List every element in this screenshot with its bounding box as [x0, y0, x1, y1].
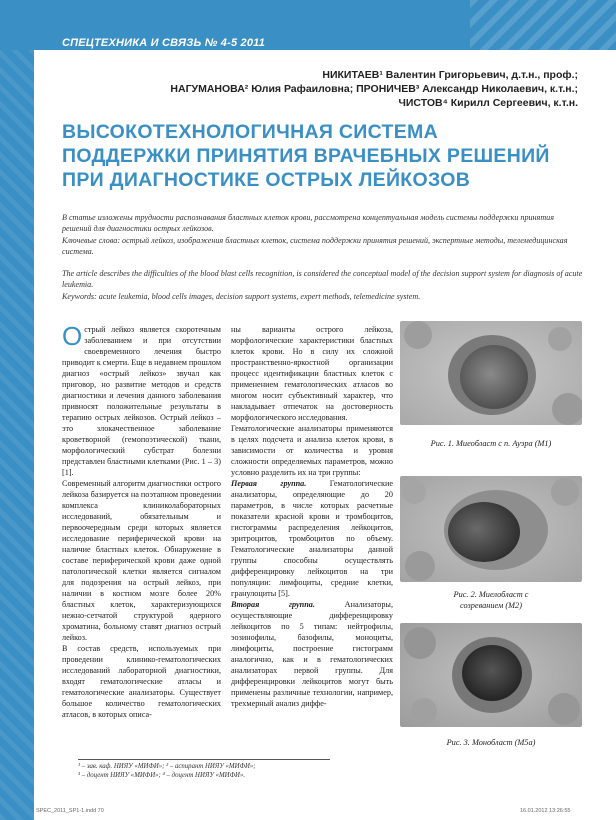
- header-bar: [0, 0, 616, 50]
- article-title: [62, 120, 582, 192]
- paragraph: Гематологические анализаторы применяются в целях подсчета и анализа клеток крови, в зависимости от количества и уровня сложности определяемых параметров, можно условно разделить их на три группы:: [231, 424, 393, 477]
- footnote-rule: [78, 759, 330, 760]
- red-blood-cell: [548, 693, 580, 725]
- journal-running-head: СПЕЦТЕХНИКА И СВЯЗЬ № 4-5 2011: [62, 37, 266, 49]
- authors-block: [58, 68, 578, 110]
- author-line: НАГУМАНОВА² Юлия Рафаиловна; ПРОНИЧЕВ³ Александр Николаевич, к.т.н.;: [170, 83, 578, 95]
- abstract-en: The article describes the difficulties of the blood blast cells recognition, is considered the conceptual model of the decision support system for diagnosis of acute leukemia.: [62, 269, 583, 289]
- author-line: ЧИСТОВ⁴ Кирилл Сергеевич, к.т.н.: [398, 97, 578, 109]
- red-blood-cell: [404, 627, 436, 659]
- group-label: Вторая группа.: [231, 600, 315, 609]
- cell-nucleus: [462, 645, 522, 701]
- paragraph: Современный алгоритм диагностики острого лейкоза базируется на поэтапном проведении комплекса клиниколабораторных исследований, обязательным и первоочередным среди которых является исследование периферической крови на наличие бластных клеток. Обнаружение в составе периферической крови даже одной патологической клетки является сигналом для подозрения на острый лейкоз, при наличии в костном мозге более 20% бластных клеток, характеризующихся нежно-сетчатой структурой ядерного хроматина, больному ставят диагноз острый лейкоз.: [62, 479, 221, 642]
- footnote-line: ³ – доцент НИЯУ «МИФИ»; ⁴ – доцент НИЯУ «МИФИ».: [78, 772, 246, 779]
- footnote-line: ¹ – зав. каф. НИЯУ «МИФИ»; ² – аспирант НИЯУ «МИФИ»;: [78, 763, 256, 770]
- paragraph: Острый лейкоз является скоротечным заболеванием и при отсутствии своевременного лечения быстро приводит к смерти. Еще в недавнем прошлом диагноз «острый лейкоз» звучал как приговор, но развитие методов и средств диагностики и лечения данного заболевания привносят положительные результаты в терапию острых лейкозов. Острый лейкоз – это злокачественное заболевание кроветворной (гемопоэтической) ткани, морфологический субстрат болезни представлен бластными клетками (Рис. 1 – 3) [1].: [62, 321, 222, 477]
- figure-2-micrograph: [400, 476, 582, 582]
- paragraph: В состав средств, используемых при проведении клинико-гематологических исследований лабораторной диагностики, входят гематологические атласы и гематологические анализаторы. Существует большое количество гематологических атласов, в которых описа-: [62, 644, 221, 719]
- figure-3-micrograph: [400, 623, 582, 727]
- footnotes: [78, 762, 378, 780]
- keywords-ru: Ключевые слова: острый лейкоз, изображения бластных клеток, система поддержки принятия решений, экспертные методы, телемедицинская система.: [62, 236, 568, 256]
- red-blood-cell: [548, 327, 572, 351]
- left-margin-band: [0, 50, 34, 820]
- print-slug-right: 16.01.2012 13:26:55: [520, 808, 571, 814]
- figure-3-caption: Рис. 3. Монобласт (М5а): [446, 738, 536, 747]
- cell-nucleus: [448, 502, 520, 562]
- body-column-2: [231, 324, 393, 709]
- author-line: НИКИТАЕВ¹ Валентин Григорьевич, д.т.н., проф.;: [322, 69, 578, 81]
- red-blood-cell: [404, 321, 432, 349]
- group-label: Первая группа.: [231, 479, 307, 488]
- body-column-1: [62, 321, 222, 720]
- drop-cap: О: [62, 321, 83, 351]
- paragraph: ны варианты острого лейкоза, морфологические характеристики бластных клеток крови. Но в силу их сложной пространственно-яркостной организации процесс идентификации бластных клеток с применением гематологических атласов во многом носит субъективный характер, что накладывает отпечаток на достоверность морфологического исследования.: [231, 325, 393, 422]
- figure-1-caption: Рис. 1. Миеобласт с п. Ауэра (М1): [430, 439, 552, 448]
- page-number: 70: [34, 768, 53, 787]
- red-blood-cell: [402, 480, 426, 504]
- paragraph: Первая группа. Гематологические анализаторы, определяющие до 20 параметров, в числе которых расчетные показатели красной крови и тромбоцитов, гистограммы распределения лейкоцитов, эритроцитов, тромбоцитов по объему. Гематологические анализаторы данной группы способны осуществлять дифференцировку лейкоцитов на три популяции: лимфоциты, средние клетки, гранулоциты [5].: [231, 479, 393, 598]
- print-slug-left: SPEC_2011_SP1-1.indd 70: [36, 808, 104, 814]
- figure-2-caption: Рис. 2. Миелобласт с созреванием (М2): [453, 590, 529, 610]
- figure-1-micrograph: [400, 321, 582, 425]
- header-stripe-pattern: [470, 0, 616, 50]
- left-band-pattern: [0, 50, 34, 820]
- cell-nucleus: [460, 345, 528, 409]
- paragraph: Вторая группа. Анализаторы, осуществляющие дифференцировку лейкоцитов по 5 типам: нейтрофилы, эозинофилы, базофилы, моноциты, лимфоциты, построение гистограмм аналогично, как и в гематологических анализаторах первой группы. Для дифференцировки лейкоцитов могут быть применены различные технологии, например, трехмерный анализ диффе-: [231, 600, 393, 708]
- title-line: ПРИ ДИАГНОСТИКЕ ОСТРЫХ ЛЕЙКОЗОВ: [62, 169, 471, 191]
- title-line: ПОДДЕРЖКИ ПРИНЯТИЯ ВРАЧЕБНЫХ РЕШЕНИЙ: [62, 145, 550, 167]
- red-blood-cell: [411, 698, 437, 724]
- red-blood-cell: [551, 478, 579, 506]
- title-line: ВЫСОКОТЕХНОЛОГИЧНАЯ СИСТЕМА: [62, 121, 438, 143]
- keywords-en: Keywords: acute leukemia, blood cells images, decision support systems, expert methods, telemedicine system.: [62, 292, 421, 301]
- red-blood-cell: [405, 551, 435, 581]
- abstract-ru: В статье изложены трудности распознавания бластных клеток крови, рассмотрена концептуальная модель системы поддержки принятия решений для диагностики острых лейкозов.: [62, 213, 554, 233]
